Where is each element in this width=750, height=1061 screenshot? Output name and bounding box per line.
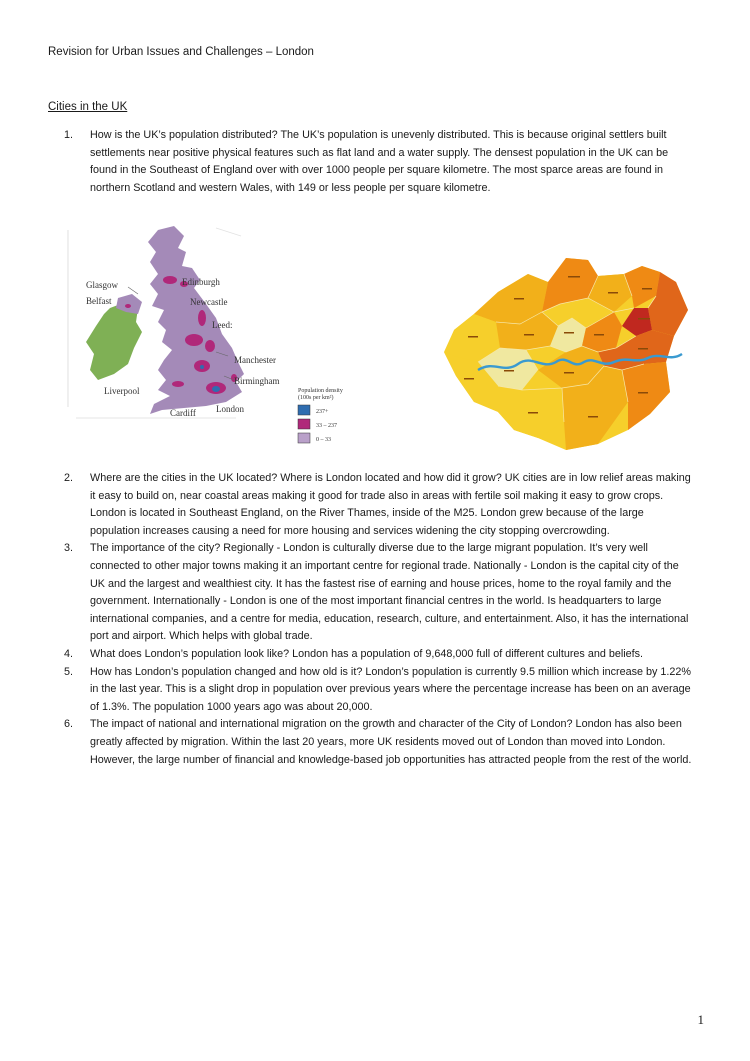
uk-population-density-map <box>66 222 376 452</box>
question-text: The importance of the city? Regionally - London is culturally diverse due to the large migrant population. It’s very well connected to other major towns making it an important centre for regional trade. Nationally - London is the capital city of the UK and the largest and wealthiest city. It has the fastest rise of earning and house prices, home to the royal family and the government. Internationally - London is one of the most important financial centres in the world. Is headquarters to large international companies, and a centre for media, education, research, culture, and entertainment. Also, it has the international port and airport. Which helps with global trade. <box>90 542 689 643</box>
question-text: What does London’s population look like? London has a population of 9,648,000 full of different cultures and beliefs. <box>90 647 644 660</box>
document-header: Revision for Urban Issues and Challenges – London <box>48 46 314 58</box>
question-text: How has London’s population changed and how old is it? London’s population is currently 9.5 million which increase by 1.22% in the last year. This is a slight drop in population over previous years where the percentage increase has been on an average of 1.3%. The population 1000 years ago was about 20,000. <box>90 665 692 713</box>
question-item <box>64 540 694 646</box>
question-number: 6. <box>64 718 74 731</box>
question-number: 1. <box>64 129 74 141</box>
question-item <box>64 646 694 664</box>
legend-subtitle: (100s per km²) <box>298 395 334 401</box>
label-belfast: Belfast <box>86 296 112 306</box>
label-edinburgh: Edinburgh <box>182 277 220 287</box>
ireland-shape <box>86 302 142 380</box>
question-text: The impact of national and international migration on the growth and character of the City of London? London has also been greatly affected by migration. Within the last 20 years, more UK residents moved out of London than moved into London. However, the large number of financial and knowledge-based job opportunities has attracted people from the rest of the world. <box>90 718 692 766</box>
question-item <box>64 127 694 197</box>
maps-figure <box>66 222 696 452</box>
question-list-part-1 <box>64 127 694 197</box>
label-glasgow: Glasgow <box>86 280 118 290</box>
page-number: 1 <box>697 1012 704 1027</box>
legend-label-low: 0 – 33 <box>316 437 331 443</box>
question-list-part-2 <box>64 470 694 769</box>
borough-shapes <box>444 258 688 450</box>
label-newcastle: Newcastle <box>190 297 228 307</box>
legend-label-high: 237+ <box>316 409 329 415</box>
label-leeds: Leed: <box>212 320 233 330</box>
question-number: 5. <box>64 665 74 678</box>
legend-swatch-low <box>298 433 310 443</box>
legend-swatch-high <box>298 405 310 415</box>
question-item <box>64 664 694 717</box>
label-birmingham: Birmingham <box>234 376 280 386</box>
question-text: Where are the cities in the UK located? Where is London located and how did it grow? UK cities are in low relief areas making it easy to build on, near coastal areas making it good for trade also in areas with fertile soil making it easy to grow crops. London is located in Southeast England, on the River Thames, inside of the M25. London grew because of the large population increases causing a need for more housing and services widening the city stopping overcrowding. <box>90 472 691 537</box>
question-text: How is the UK’s population distributed? The UK’s population is unevenly distributed. This is because original settlers built settlements near positive physical features such as flat land and a water supply. The densest population in the UK can be found in the Southeast of England over with over 1000 people per square kilometre. The most sparce areas are found in northern Scotland and western Wales, with 149 or less people per square kilometre. <box>90 129 669 194</box>
question-item <box>64 470 694 540</box>
question-number: 2. <box>64 472 74 484</box>
question-number: 4. <box>64 647 74 660</box>
london-boroughs-map <box>438 252 693 452</box>
legend-swatch-mid <box>298 419 310 429</box>
label-liverpool: Liverpool <box>104 386 140 396</box>
legend-label-mid: 33 – 237 <box>316 423 337 429</box>
label-cardiff: Cardiff <box>170 408 196 418</box>
label-manchester: Manchester <box>234 355 276 365</box>
density-legend <box>298 388 343 443</box>
legend-title: Population density <box>298 388 343 394</box>
section-title: Cities in the UK <box>48 101 128 113</box>
question-number: 3. <box>64 542 74 555</box>
question-item <box>64 716 694 769</box>
label-london: London <box>216 404 244 414</box>
